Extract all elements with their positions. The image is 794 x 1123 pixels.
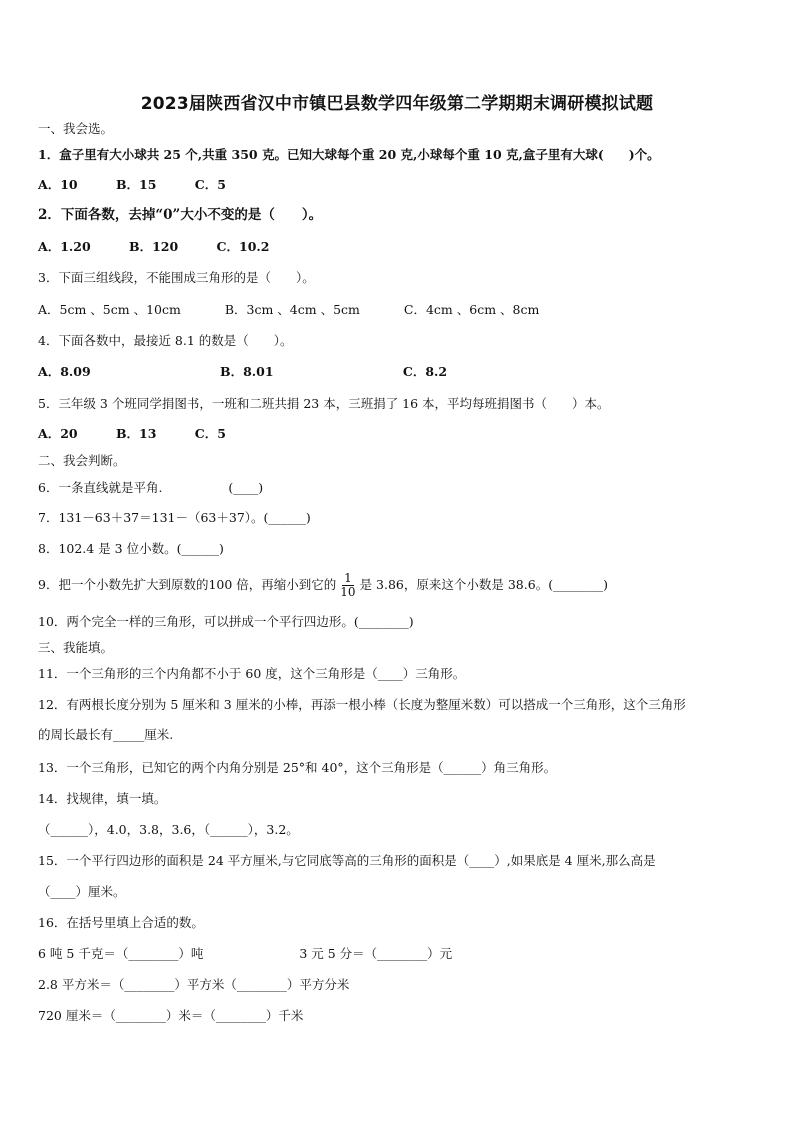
option-b: B．3cm 、4cm 、5cm: [224, 302, 360, 317]
question-9: [38, 570, 608, 600]
question-9-pre: 9．把一个小数先扩大到原数的100 倍，再缩小到它的: [38, 577, 337, 592]
fraction-denominator: 10: [340, 585, 356, 599]
option-b: B．8.01: [220, 364, 274, 379]
fraction: [338, 572, 357, 599]
option-c: C．8.2: [402, 364, 448, 379]
option-a: A．10: [38, 177, 78, 192]
question-13: 13．一个三角形，已知它的两个内角分别是 25°和 40°，这个三角形是（______）角三角形。: [38, 760, 557, 775]
question-11: 11．一个三角形的三个内角都不小于 60 度，这个三角形是（____）三角形。: [38, 666, 466, 681]
question-14-sequence: （______），4.0，3.8，3.6，（______），3.2。: [38, 822, 299, 837]
option-c: C．4cm 、6cm 、8cm: [403, 302, 540, 317]
option-c: C．10.2: [216, 239, 270, 254]
question-1-options: [38, 177, 226, 193]
question-3-options: [38, 302, 539, 318]
question-16-row-1: [38, 946, 452, 962]
question-7: 7．131－63＋37＝131－（63＋37）。(______): [38, 510, 311, 525]
section-heading-3: 三、我能填。: [38, 640, 114, 655]
question-16-row-3: 720 厘米＝（________）米＝（________）千米: [38, 1008, 304, 1023]
page-title: 2023届陕西省汉中市镇巴县数学四年级第二学期期末调研模拟试题: [140, 94, 654, 114]
question-8: 8．102.4 是 3 位小数。(______): [38, 541, 224, 556]
question-4-options: [38, 364, 447, 380]
option-c: C．5: [194, 177, 226, 192]
option-c: C．5: [194, 426, 226, 441]
conversion-ton: 6 吨 5 千克＝（________）吨: [38, 946, 204, 961]
section-heading-2: 二、我会判断。: [38, 453, 126, 468]
question-2-options: [38, 239, 269, 255]
question-16-row-2: 2.8 平方米＝（________）平方米（________）平方分米: [38, 977, 350, 992]
question-15-line-1: 15．一个平行四边形的面积是 24 平方厘米,与它同底等高的三角形的面积是（____）,如果底是 4 厘米,那么高是: [38, 853, 656, 868]
question-2: 2．下面各数，去掉“0”大小不变的是（ ）。: [38, 207, 323, 223]
question-5-options: [38, 426, 226, 442]
question-12-line-2: 的周长最长有_____厘米.: [38, 727, 174, 742]
question-16: 16．在括号里填上合适的数。: [38, 915, 204, 930]
question-1: 1．盒子里有大小球共 25 个,共重 350 克。已知大球每个重 20 克,小球每个重 10 克,盒子里有大球( )个。: [38, 147, 660, 162]
question-12-line-1: 12．有两根长度分别为 5 厘米和 3 厘米的小棒，再添一根小棒（长度为整厘米数）可以搭成一个三角形，这个三角形: [38, 697, 686, 712]
question-9-post: 是 3.86，原来这个小数是 38.6。(________): [359, 577, 608, 592]
question-3: 3．下面三组线段，不能围成三角形的是（ ）。: [38, 270, 315, 285]
question-14: 14．找规律，填一填。: [38, 791, 167, 806]
option-b: B．15: [115, 177, 157, 192]
conversion-yuan: 3 元 5 分＝（________）元: [299, 946, 453, 961]
option-a: A．5cm 、5cm 、10cm: [38, 302, 181, 317]
question-6-text: 6．一条直线就是平角.: [38, 480, 163, 495]
answer-blank: (____): [228, 480, 264, 495]
option-a: A．1.20: [38, 239, 91, 254]
option-b: B．13: [115, 426, 157, 441]
question-15-line-2: （____）厘米。: [38, 884, 126, 899]
question-10: 10．两个完全一样的三角形，可以拼成一个平行四边形。(________): [38, 614, 414, 629]
option-a: A．20: [38, 426, 78, 441]
question-5: 5．三年级 3 个班同学捐图书，一班和二班共捐 23 本，三班捐了 16 本，平均每班捐图书（ ）本。: [38, 396, 610, 411]
fraction-numerator: 1: [344, 571, 352, 585]
option-b: B．120: [129, 239, 179, 254]
question-4: 4．下面各数中，最接近 8.1 的数是（ ）。: [38, 333, 293, 348]
option-a: A．8.09: [38, 364, 91, 379]
section-heading-1: 一、我会选。: [38, 121, 114, 136]
question-6: [38, 480, 263, 496]
